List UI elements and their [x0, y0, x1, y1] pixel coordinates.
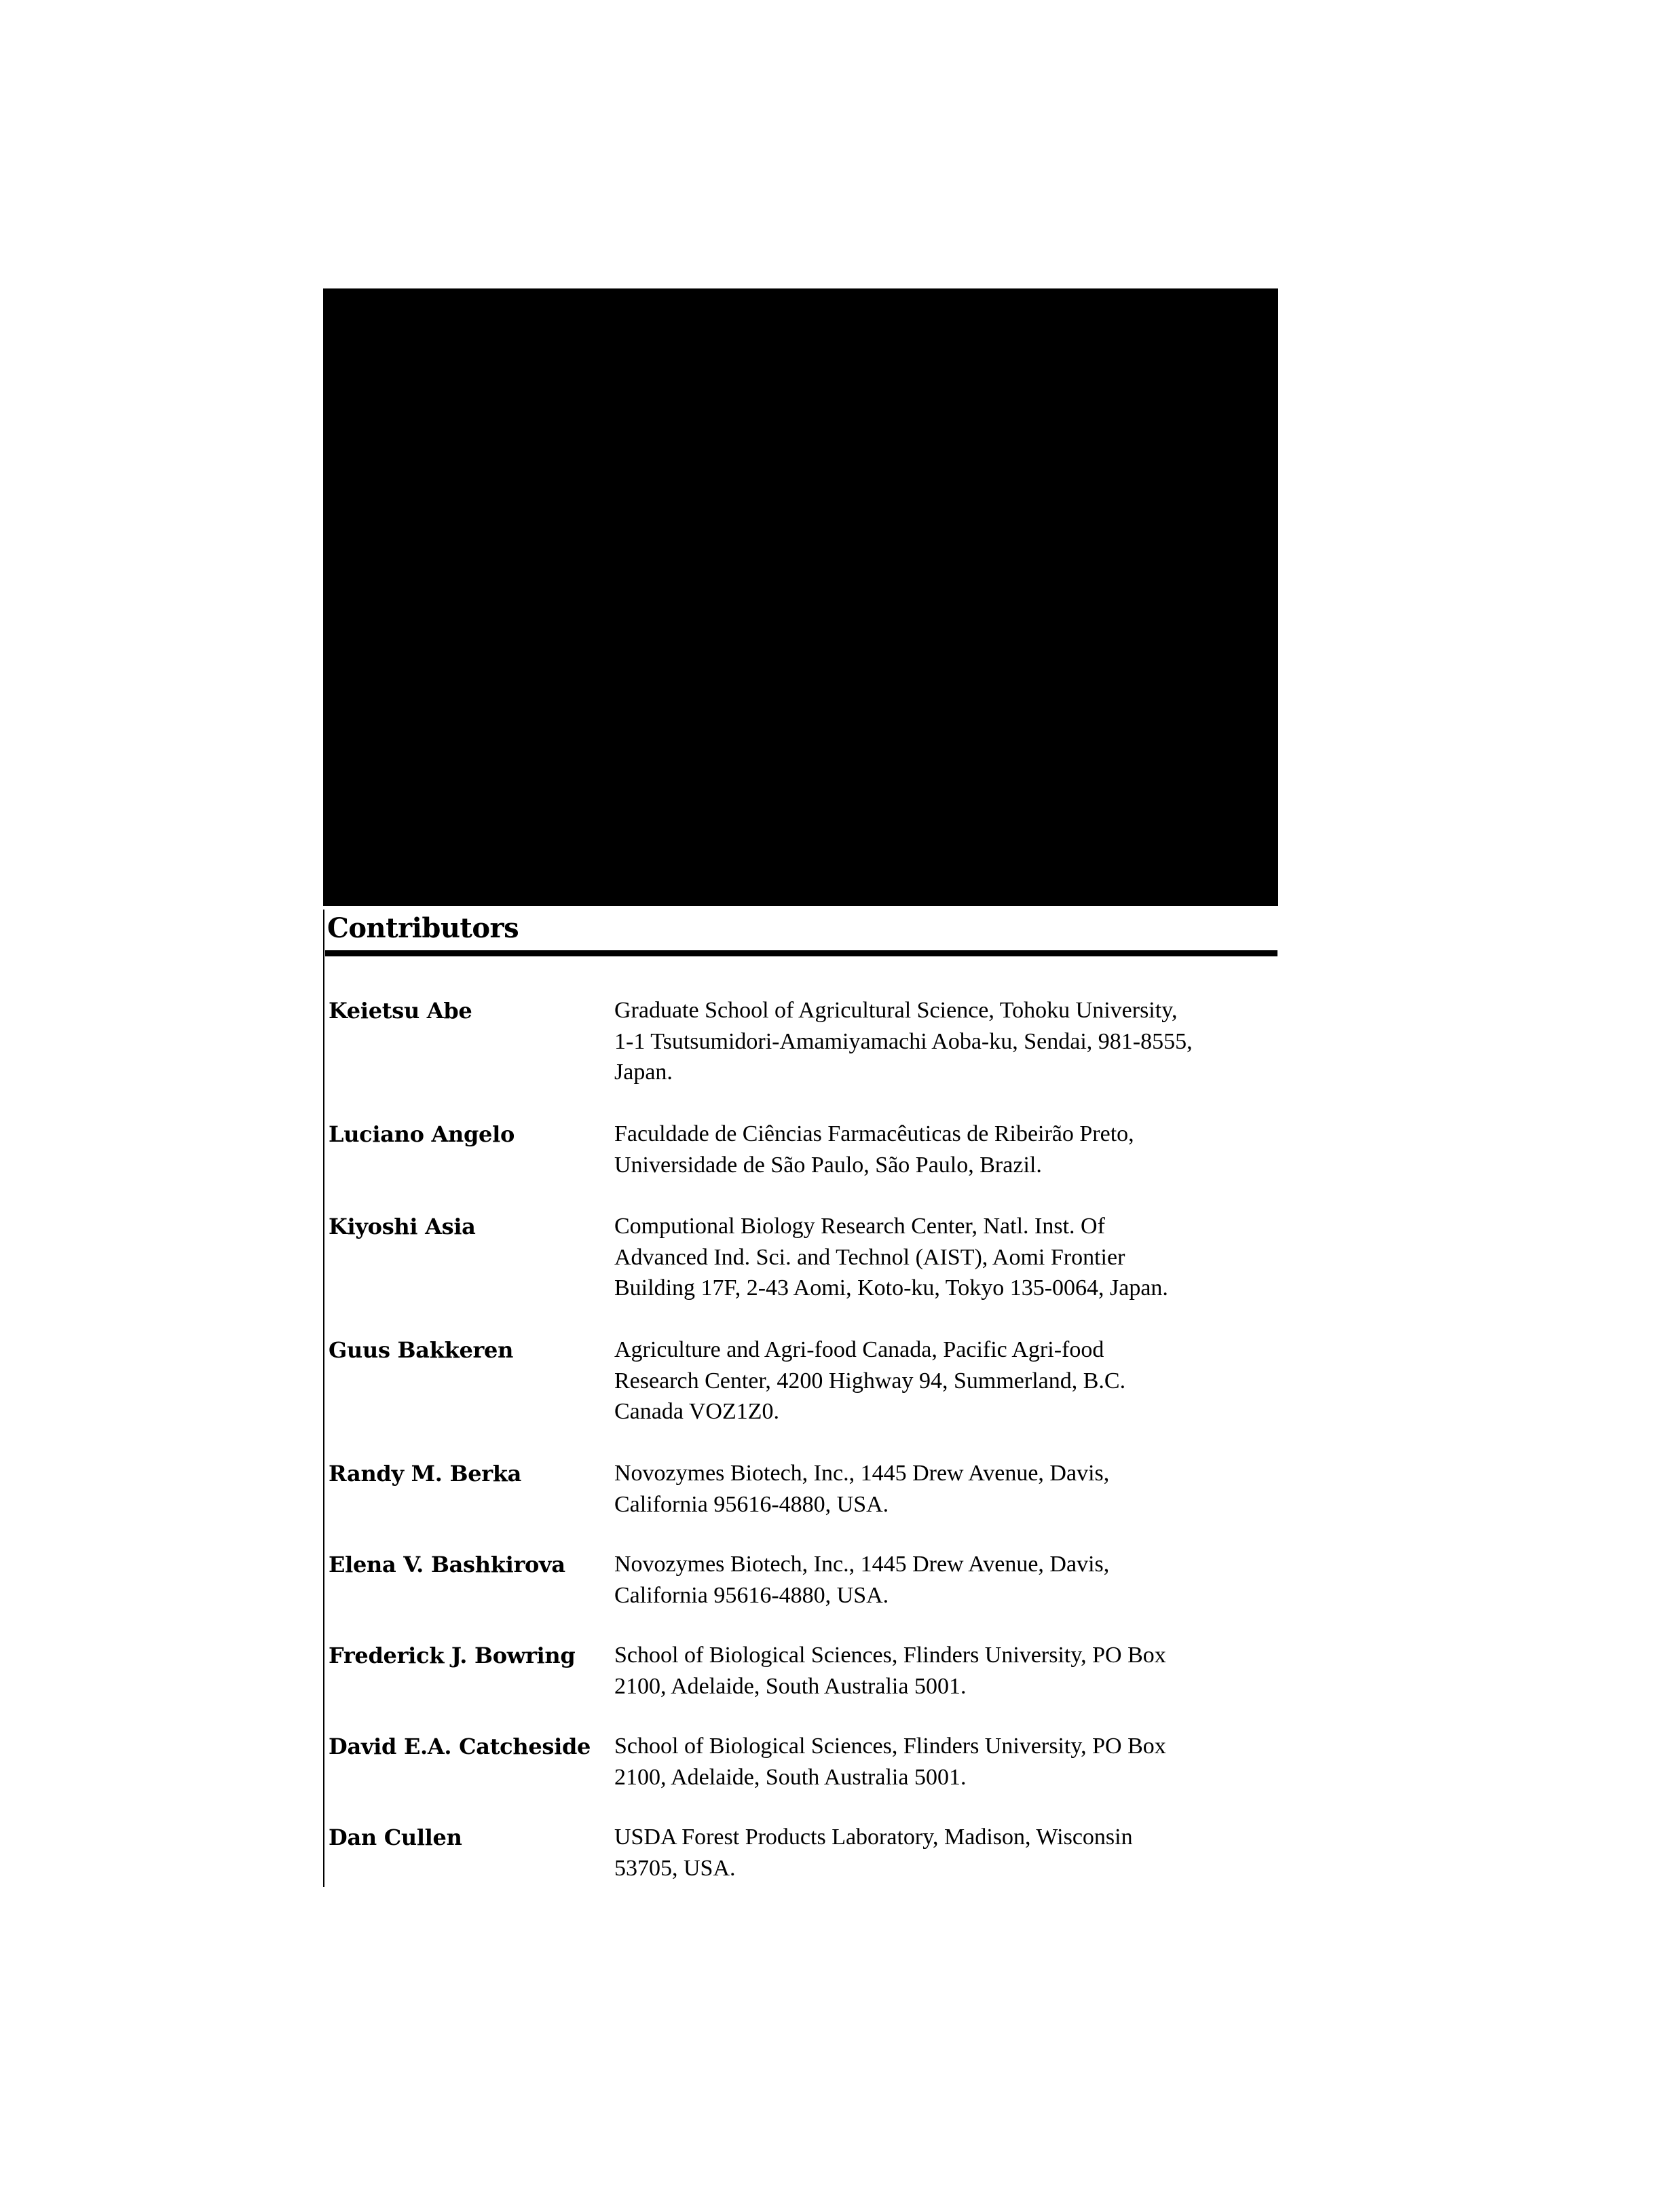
contributor-affiliation: Novozymes Biotech, Inc., 1445 Drew Avenue, Davis, California 95616-4880, USA. [614, 1461, 1110, 1517]
contributor-name: Dan Cullen [329, 1825, 462, 1850]
contributor-name: David E.A. Catcheside [329, 1734, 591, 1759]
contributor-name: Kiyoshi Asia [329, 1214, 476, 1239]
contributor-name: Keietsu Abe [329, 998, 472, 1024]
contributor-affiliation: Computional Biology Research Center, Natl. Inst. Of Advanced Ind. Sci. and Technol (AIST), Aomi Frontier Building 17F, 2-43 Aomi, Koto-ku, Tokyo 135-0064, Japan. [614, 1214, 1168, 1301]
contributor-affiliation: School of Biological Sciences, Flinders University, PO Box 2100, Adelaide, South Australia 5001. [614, 1643, 1166, 1699]
title-underline-rule [325, 950, 1277, 956]
contributor-affiliation: School of Biological Sciences, Flinders University, PO Box 2100, Adelaide, South Australia 5001. [614, 1734, 1166, 1790]
contributor-affiliation: Graduate School of Agricultural Science, Tohoku University, 1-1 Tsutsumidori-Amamiyamachi Aoba-ku, Sendai, 981-8555, Japan. [614, 998, 1193, 1085]
contributor-name: Frederick J. Bowring [329, 1643, 576, 1668]
section-title: Contributors [327, 912, 519, 944]
contributor-affiliation: USDA Forest Products Laboratory, Madison, Wisconsin 53705, USA. [614, 1825, 1133, 1881]
contributor-affiliation: Novozymes Biotech, Inc., 1445 Drew Avenue, Davis, California 95616-4880, USA. [614, 1552, 1110, 1608]
contributor-name: Elena V. Bashkirova [329, 1552, 565, 1577]
contributor-affiliation: Agriculture and Agri-food Canada, Pacific Agri-food Research Center, 4200 Highway 94, Summerland, B.C. Canada VOZ1Z0. [614, 1337, 1126, 1424]
contributor-affiliation: Faculdade de Ciências Farmacêuticas de Ribeirão Preto, Universidade de São Paulo, São Paulo, Brazil. [614, 1121, 1134, 1178]
contributor-name: Luciano Angelo [329, 1121, 515, 1147]
contributor-name: Randy M. Berka [329, 1461, 522, 1486]
header-image-block [323, 288, 1278, 906]
contributor-name: Guus Bakkeren [329, 1337, 514, 1363]
left-margin-rule [323, 910, 324, 1887]
